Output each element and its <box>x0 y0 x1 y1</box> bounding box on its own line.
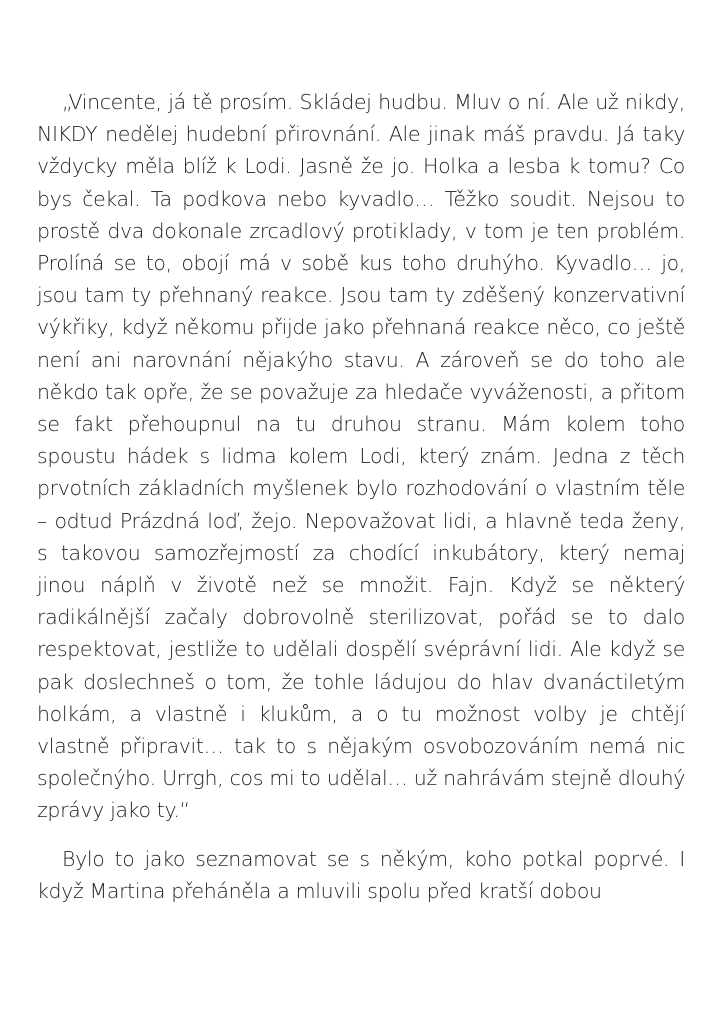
book-page <box>37 86 685 907</box>
paragraph-narration: Bylo to jako seznamovat se s někým, koho potkal poprvé. I když Martina přeháněla a mluvili spolu před kratší dobou <box>37 846 685 903</box>
paragraph-voice-message: „Vincente, já tě prosím. Skládej hudbu. Mluv o ní. Ale už nikdy, NIKDY nedělej hudební přirovnání. Ale jinak máš pravdu. Já taky vždycky měla blíž k Lodi. Jasně že jo. Holka a lesba k tomu? Co bys čekal. Ta podkova nebo kyvadlo… Těžko soudit. Nejsou to prostě dva dokonale zrcadlový protiklady, v tom je ten problém. Prolíná se to, obojí má v sobě kus toho druhýho. Kyvadlo… jo, jsou tam ty přehnaný reakce. Jsou tam ty zděšený konzervativní výkřiky, když někomu přijde jako přehnaná reakce něco, co ještě není ani narovnání nějakýho stavu. A zároveň se do toho ale někdo tak opře, že se považuje za hledače vyváženosti, a přitom se fakt přehoupnul na tu druhou stranu. Mám kolem toho spoustu hádek s lidma kolem Lodi, který znám. Jedna z těch prvotních základních myšlenek bylo rozhodování o vlastním těle – odtud Prázdná loď, žejo. Nepovažovat lidi, a hlavně teda ženy, s takovou samozřejmostí za chodící inkubátory, který nemaj jinou náplň v životě než se množit. Fajn. Když se některý radikálnější začaly dobrovolně sterilizovat, pořád se to dalo respektovat, jestliže to udělali dospělí svéprávní lidi. Ale když se pak doslechneš o tom, že tohle ládujou do hlav dvanáctiletým holkám, a vlastně i klukům, a o tu možnost volby je chtějí vlastně připravit… tak to s nějakým osvobozováním nemá nic společnýho. Urrgh, cos mi to udělal… už nahrávám stejně dlouhý zprávy jako ty.“ <box>37 90 685 823</box>
